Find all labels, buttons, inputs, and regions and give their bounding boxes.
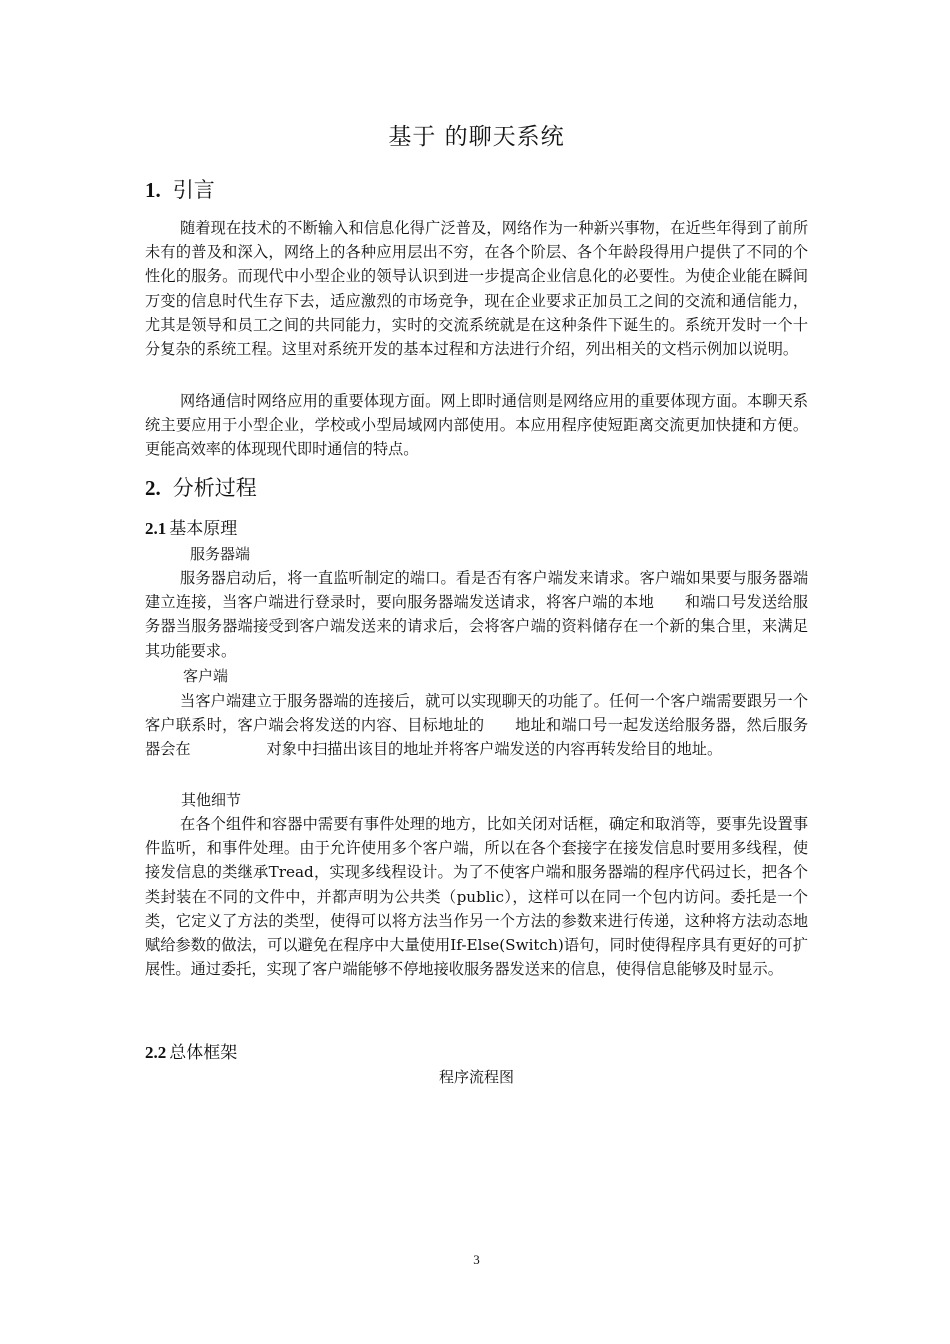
subsection-number: 2.1 (145, 519, 167, 538)
intro-paragraph-2: 网络通信时网络应用的重要体现方面。网上即时通信则是网络应用的重要体现方面。本聊天系统主要应用于小型企业，学校或小型局域网内部使用。本应用程序使短距离交流更加快捷和方便。更能高效率的体现现代即时通信的特点。 (145, 392, 808, 459)
client-label: 客户端 (183, 667, 229, 685)
other-details-paragraph: 在各个组件和容器中需要有事件处理的地方，比如关闭对话框，确定和取消等，要事先设置事件监听，和事件处理。由于允许使用多个客户端，所以在各个套接字在接发信息时要用多线程，使接发信息的类继承Tread，实现多线程设计。为了不使客户端和服务器端的程序代码过长，把各个类封装在不同的文件中，并都声明为公共类（public），这样可以在同一个包内访问。委托是一个类，它定义了方法的类型，使得可以将方法当作另一个方法的参数来进行传递，这种将方法动态地赋给参数的做法，可以避免在程序中大量使用If-Else(Switch)语句，同时使得程序具有更好的可扩展性。通过委托，实现了客户端能够不停地接收服务器发送来的信息，使得信息能够及时显示。 (145, 815, 808, 979)
section-heading-analysis (145, 472, 257, 502)
subsection-heading-overall-framework (145, 1038, 237, 1063)
figure-caption: 程序流程图 (438, 1068, 514, 1086)
section-heading-introduction (145, 174, 215, 204)
other-details-label: 其他细节 (181, 791, 242, 809)
subsection-title: 基本原理 (169, 519, 238, 539)
document-title: 基于 的聊天系统 (388, 124, 565, 150)
document-page (145, 0, 808, 1344)
subsection-title: 总体框架 (169, 1043, 238, 1063)
intro-paragraph-1: 随着现在技术的不断输入和信息化得广泛普及，网络作为一种新兴事物，在近些年得到了前所未有的普及和深入，网络上的各种应用层出不穷，在各个阶层、各个年龄段得用户提供了不同的个性化的服务。而现代中小型企业的领导认识到进一步提高企业信息化的必要性。为使企业能在瞬间万变的信息时代生存下去，适应激烈的市场竞争，现在企业要求正加员工之间的交流和通信能力，尤其是领导和员工之间的共同能力，实时的交流系统就是在这种条件下诞生的。系统开发时一个十分复杂的系统工程。这里对系统开发的基本过程和方法进行介绍，列出相关的文档示例加以说明。 (145, 219, 808, 359)
section-title: 引言 (172, 178, 215, 202)
server-paragraph: 服务器启动后，将一直监听制定的端口。看是否有客户端发来请求。客户端如果要与服务器端建立连接，当客户端进行登录时，要向服务器端发送请求，将客户端的本地 和端口号发送给服务器当服务器端接受到客户端发送来的请求后，会将客户端的资料储存在一个新的集合里，来满足其功能要求。 (145, 569, 808, 660)
server-label: 服务器端 (190, 545, 251, 563)
subsection-heading-basic-principle (145, 514, 237, 539)
section-number: 2. (145, 476, 161, 500)
section-number: 1. (145, 178, 161, 202)
section-title: 分析过程 (172, 476, 257, 500)
page-number: 3 (473, 1252, 480, 1267)
subsection-number: 2.2 (145, 1043, 167, 1062)
client-paragraph: 当客户端建立于服务器端的连接后，就可以实现聊天的功能了。任何一个客户端需要跟另一个客户联系时，客户端会将发送的内容、目标地址的 地址和端口号一起发送给服务器，然后服务器会在 对象中扫描出该目的地址并将客户端发送的内容再转发给目的地址。 (145, 692, 808, 759)
